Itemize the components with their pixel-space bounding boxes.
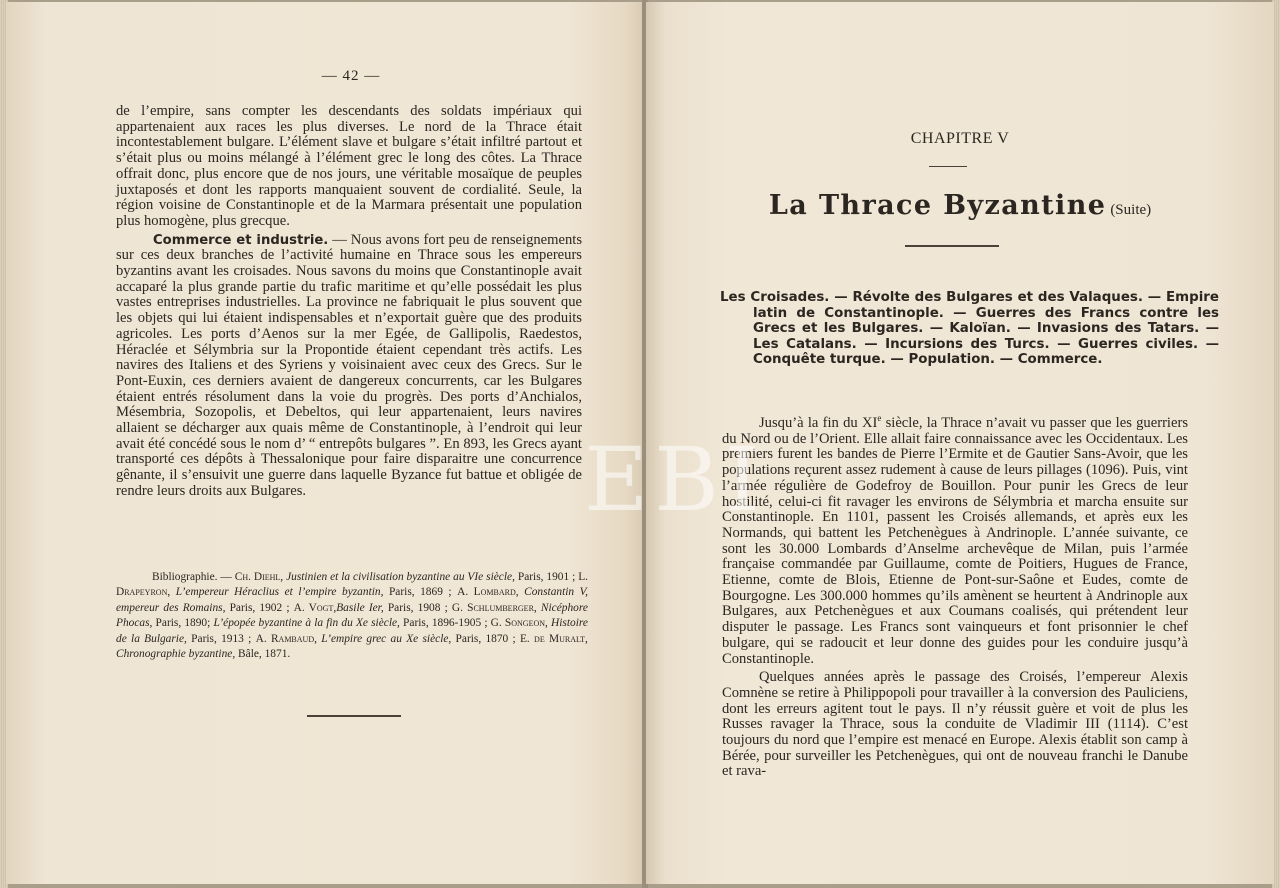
paragraph-commerce (116, 233, 582, 500)
biblio-pub: Paris, 1902 ; (229, 601, 290, 614)
biblio-title: Nicéphore Phocas, (116, 601, 588, 630)
title-rule (905, 245, 999, 247)
biblio-author: L. Drapeyron, (116, 571, 588, 599)
bibliography-label: Bibliographie. — (152, 571, 232, 583)
paragraph-start: Jusqu’à la fin du XI (759, 415, 878, 431)
biblio-title: L’empereur Héraclius et l’empire byzantin, (175, 586, 384, 599)
paragraph-croisades (722, 413, 1188, 667)
title-suffix: (Suite) (1110, 202, 1152, 218)
biblio-author: Ch. Diehl, (234, 571, 284, 583)
biblio-pub: Bâle, 1871. (238, 648, 291, 661)
chapter-rule (929, 166, 967, 167)
biblio-title: Histoire de la Bulgarie, (116, 617, 588, 645)
paragraph-commerce-text: — Nous avons fort peu de renseignements sur ces deux branches de l’activité humaine en Thrace sous les empereurs byzantins avant les croisades. Nous savons du moins que Constantinople avait accaparé la plus grande partie du trafic maritime et qu’elle possédait les plus vastes entreprises industrielles. La province ne fabriquait le plus souvent que les objets qui lui étaient indispensables et n’exportait guère que des produits agricoles. Les ports d’Aenos sur la mer Egée, de Gallipolis, Raedestos, Héraclée et Sélymbria sur la Propontide étaient cependant très actifs. Les navires des Italiens et des Syriens y voisinaient avec ceux des Grecs. Sur le Pont-Euxin, ces derniers avaient de dangereux concurrents, car les Bulgares étaient entrés résolument dans la voie du progrès. Des ports d’Anchialos, Mésembria, Sozopolis, et Debeltos, qui leur appartenaient, leurs navires allaient se décharger aux quais même de Constantinople, à l’endroit qui leur avait été concédé sous le nom d’ “ entrepôts bulgares ”. En 893, les Grecs ayant transporté ces dépôts à Thessalonique pour faire disparaitre une concurrence gênante, il s’ensuivit une guerre dans laquelle Byzance fut battue et obligée de rendre leurs droits aux Bulgares. (116, 231, 583, 499)
biblio-pub: Paris, 1901 ; (517, 571, 576, 583)
page-number: — 42 — (321, 68, 381, 84)
biblio-pub: Paris, 1913 ; (191, 632, 252, 645)
chapter-title (646, 190, 1274, 221)
biblio-title: L’épopée byzantine à la fin du Xe siècle, (213, 617, 400, 630)
biblio-author: E. de Muralt, (519, 632, 588, 645)
left-page (6, 2, 644, 884)
biblio-title: L’empire grec au Xe siècle, (321, 632, 452, 645)
chapter-label: CHAPITRE V (910, 130, 1010, 147)
biblio-author: A. Lombard, (457, 586, 519, 599)
left-body-text (116, 104, 582, 500)
watermark: EBI (584, 428, 766, 531)
biblio-title: Justinien et la civilisation byzantine au VIe siècle, (286, 571, 515, 583)
biblio-pub: Paris, 1908 ; (387, 601, 448, 614)
paragraph-heading: Commerce et industrie. (153, 232, 329, 248)
biblio-title: Basile Ier, (336, 601, 384, 614)
bibliography (116, 570, 588, 662)
biblio-author: A. Rambaud, (255, 632, 317, 645)
paragraph-alexis: Quelques années après le passage des Croisés, l’empereur Alexis Comnène se retire à Philippopoli pour travailler à la conversion des Pauliciens, dont les erreurs agitent tout le pays. Il n’y réussit guère et voit de plus les Russes ravager la Thrace, sous la conduite de Vladimir III (1114). C’est toujours du nord que l’empire est menacé en Europe. Alexis établit son camp à Bérée, pour surveiller les Petchenègues, qui ont de nouveau franchi le Danube et rava- (722, 669, 1188, 780)
biblio-author: G. Songeon, (490, 617, 548, 630)
right-body-text (722, 413, 1188, 780)
superscript: e (877, 413, 882, 424)
biblio-title: Chronographie byzantine, (116, 648, 236, 661)
paragraph-rest: siècle, la Thrace n’avait vu passer que les guerriers du Nord ou de l’Orient. Elle allait faire connaissance avec les Occidentaux. Les premiers furent les bandes de Pierre l’Ermite et de Gautier Sans-Avoir, que les populations reçurent assez rudement à cause de leurs pillages (1096). Puis, vint l’armée régulière de Godefroy de Bouillon. Pour punir les Grecs de leur hostilité, celui-ci fit ravager les environs de Sélymbria et marcha ensuite sur Constantinople. En 1101, passent les Croisés allemands, et après eux les Normands, qui battent les Petchenègues à Andrinople. L’année suivante, ce sont les 30.000 Lombards d’Anselme archevêque de Milan, puis l’armée française commandée par Guillaume, comte de Poitiers, Hugues de France, Etienne, comte de Blois, Etienne de Pont-sur-Saône et Eudes, comte de Bourgogne. Les 300.000 hommes qu’ils amènent se heurtent à Andrinople aux Bulgares, aux Petchenègues et aux Coumans coalisés, qui prétendent leur disputer le passage. Les Francs sont vainqueurs et font prisonnier le chef bulgare, qui se radoucit et leur donne des guides pour les conduire jusqu’à Constantinople. (722, 415, 1188, 667)
biblio-title: Constantin V, empereur des Romains, (116, 586, 588, 614)
biblio-pub: Paris, 1870 ; (455, 632, 516, 645)
end-rule (307, 715, 401, 717)
biblio-pub: Paris, 1869 ; (388, 586, 452, 599)
biblio-pub: Paris, 1896-1905 ; (403, 617, 488, 630)
biblio-pub: Paris, 1890; (155, 617, 211, 630)
chapter-summary: Les Croisades. — Révolte des Bulgares et des Valaques. — Empire latin de Constantinople. — Guerres des Francs contre les Grecs et les Bulgares. — Kaloïan. — Invasions des Tatars. — Les Catalans. — Incursions des Turcs. — Guerres civiles. — Conquête turque. — Population. — Commerce. (720, 290, 1219, 368)
biblio-author: G. Schlumberger, (451, 601, 537, 614)
biblio-author: A. Vogt, (293, 601, 337, 614)
title-text: La Thrace Byzantine (768, 190, 1107, 221)
paragraph-empire: de l’empire, sans compter les descendants des soldats impériaux qui appartenaient aux races les plus diverses. Le nord de la Thrace était incontestablement bulgare. L’élément slave et bulgare s’était infiltré partout et s’était plus ou moins mélangé à l’élément grec le long des côtes. La Thrace offrait donc, plus encore que de nos jours, une véritable mosaïque de peuples juxtaposés et dont les rapports manquaient souvent de cordialité. Seule, la région voisine de Constantinople et de la Marmara présentait une population plus homogène, plus grecque. (116, 103, 582, 229)
